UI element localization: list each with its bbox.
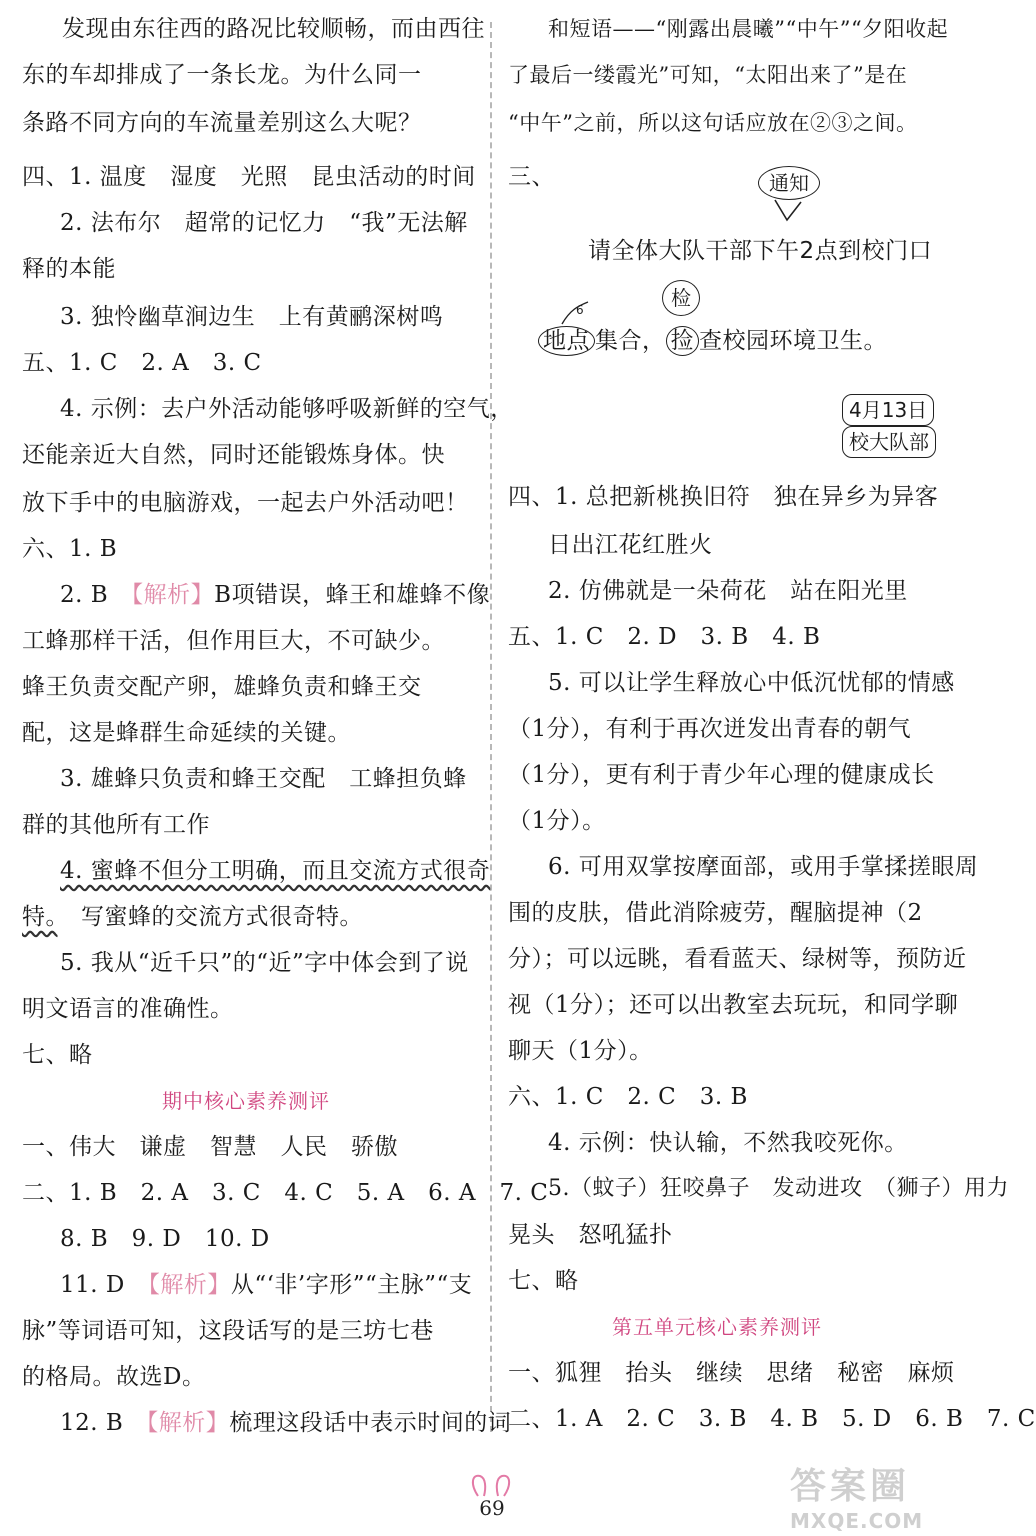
unit5-answer-2: 二、1. A 2. C 3. B 4. B 5. D 6. B 7. C — [508, 1406, 1036, 1432]
text-line: （1分）。 — [508, 808, 606, 834]
mid-answer-2-cont: 8. B 9. D 10. D — [60, 1226, 270, 1252]
text-line: “中午”之前，所以这句话应放在②③之间。 — [508, 111, 918, 135]
answer-num: 11. D — [60, 1272, 149, 1298]
answer-4-1: 四、1. 总把新桃换旧符 独在异乡为异客 — [508, 484, 939, 510]
insert-mark-icon — [560, 300, 590, 326]
wavy-underlined-text: 4. 蜜蜂不但分工明确，而且交流方式很奇 — [60, 858, 491, 884]
notice-date-box: 4月13日 — [842, 394, 934, 426]
text-line: 群的其他所有工作 — [22, 812, 210, 838]
text-line: 脉”等词语可知，这段话写的是三坊七巷 — [22, 1318, 434, 1344]
answer-4-1: 四、1. 温度 湿度 光照 昆虫活动的时间 — [22, 164, 476, 190]
text-line: 放下手中的电脑游戏，一起去户外活动吧！ — [22, 490, 469, 516]
notice-body: 请全体大队干部下午2点到校门口 — [588, 238, 933, 264]
wavy-underlined-text: 特。 — [22, 904, 58, 930]
notice-correction-circled: 检 — [662, 280, 700, 316]
text-line: （1分），有利于再次迸发出青春的朝气 — [508, 716, 912, 742]
text-line: 聊天（1分）。 — [508, 1038, 653, 1064]
mid-answer-2: 二、1. B 2. A 3. C 4. C 5. A 6. A 7. C — [22, 1180, 549, 1206]
answer-5-6: 6. 可用双掌按摩面部，或用手掌揉搓眼周 — [548, 854, 979, 880]
text-line: 还能亲近大自然，同时还能锻炼身体。快 — [22, 442, 445, 468]
text-line: 配，这是蜂群生命延续的关键。 — [22, 720, 351, 746]
text-line: 发现由东往西的路况比较顺畅，而由西往 — [62, 16, 485, 42]
text-line: 了最后一缕霞光”可知，“太阳出来了”是在 — [508, 63, 908, 87]
unit5-answer-1: 一、狐狸 抬头 继续 思绪 秘密 麻烦 — [508, 1360, 955, 1386]
correction-mark-icon — [773, 198, 803, 224]
text-line: 分）；可以远眺，看看蓝天、绿树等，预防近 — [508, 946, 967, 972]
analysis-tag: 【解析】 — [146, 1410, 230, 1436]
notice-wrong-char-circled: 捡 — [666, 326, 700, 356]
answer-7: 七、略 — [22, 1042, 93, 1068]
answer-5-4: 4. 示例：去户外活动能够呼吸新鲜的空气， — [60, 396, 514, 422]
answer-6-3: 3. 雄蜂只负责和蜂王交配 工蜂担负蜂 — [60, 766, 467, 792]
notice-line-2 — [538, 326, 887, 356]
answer-6-1: 六、1. B — [22, 536, 118, 562]
answer-5-1: 五、1. C 2. D 3. B 4. B — [508, 624, 821, 650]
text-line: 条路不同方向的车流量差别这么大呢？ — [22, 110, 422, 136]
answer-text: B项错误，蜂王和雄蜂不像 — [214, 582, 491, 608]
notice-place-circled: 地点 — [538, 326, 595, 356]
answer-6-1: 六、1. C 2. C 3. B — [508, 1084, 748, 1110]
answer-4-2: 2. 法布尔 超常的记忆力 “我”无法解 — [60, 210, 468, 236]
analysis-tag: 【解析】 — [131, 582, 215, 608]
mid-answer-11 — [60, 1270, 472, 1300]
answer-6-4: 4. 示例：快认输，不然我咬死你。 — [548, 1130, 908, 1156]
notice-org-box: 校大队部 — [842, 426, 936, 458]
text-line: 工蜂那样干活，但作用巨大，不可缺少。 — [22, 628, 445, 654]
text-line: 日出江花红胜火 — [548, 532, 713, 558]
answer-6-2 — [60, 580, 490, 610]
text-line: 东的车却排成了一条长龙。为什么同一 — [22, 62, 422, 88]
notice-text: 查校园环境卫生。 — [699, 328, 887, 354]
text-line: 蜂王负责交配产卵，雄蜂负责和蜂王交 — [22, 674, 422, 700]
answer-text: 写蜜蜂的交流方式很奇特。 — [57, 904, 363, 930]
answer-5-5: 5. 可以让学生释放心中低沉忧郁的情感 — [548, 670, 955, 696]
answer-4-3: 3. 独怜幽草涧边生 上有黄鹂深树鸣 — [60, 304, 444, 330]
answer-text: 从“‘非’字形”“主脉”“支 — [230, 1272, 473, 1298]
answer-3-label: 三、 — [508, 164, 555, 190]
page-number: 69 — [479, 1496, 505, 1520]
mid-answer-12 — [60, 1408, 511, 1438]
notice-title-circled: 通知 — [758, 166, 820, 200]
text-line: 的格局。故选D。 — [22, 1364, 206, 1390]
answer-6-4 — [60, 856, 490, 886]
watermark-url: MXQE.COM — [790, 1509, 924, 1533]
text-line: 释的本能 — [22, 256, 116, 282]
svg-text:6: 6 — [576, 303, 584, 317]
text-line: 晃头 怒吼猛扑 — [508, 1222, 673, 1248]
mid-answer-1: 一、伟大 谦虚 智慧 人民 骄傲 — [22, 1134, 398, 1160]
watermark-logo-text: 答案圈 — [790, 1466, 911, 1507]
answer-4-2: 2. 仿佛就是一朵荷花 站在阳光里 — [548, 578, 908, 604]
section-heading-unit5: 第五单元核心素养测评 — [612, 1315, 822, 1339]
text-line: 明文语言的准确性。 — [22, 996, 234, 1022]
answer-num: 12. B — [60, 1410, 147, 1436]
text-line: 视（1分）；还可以出教室去玩玩，和同学聊 — [508, 992, 959, 1018]
text-line: 和短语——“刚露出晨曦”“中午”“夕阳收起 — [548, 17, 949, 41]
text-line — [22, 902, 363, 932]
answer-text: 梳理这段话中表示时间的词 — [229, 1410, 512, 1436]
column-divider — [490, 22, 492, 1432]
section-heading-midterm: 期中核心素养测评 — [162, 1089, 330, 1113]
watermark — [790, 1458, 923, 1533]
text-line: （1分），更有利于青少年心理的健康成长 — [508, 762, 935, 788]
text-line: 围的皮肤，借此消除疲劳，醒脑提神（2 — [508, 900, 923, 926]
bunny-ears-icon — [468, 1472, 514, 1498]
answer-7: 七、略 — [508, 1268, 579, 1294]
notice-text: 集合， — [595, 328, 666, 354]
answer-6-5: 5.（蚊子）狂咬鼻子 发动进攻 （狮子）用力 — [548, 1176, 1009, 1201]
answer-5-1: 五、1. C 2. A 3. C — [22, 350, 262, 376]
analysis-tag: 【解析】 — [148, 1272, 231, 1298]
answer-6-5: 5. 我从“近千只”的“近”字中体会到了说 — [60, 950, 469, 976]
answer-num: 2. B — [60, 582, 132, 608]
